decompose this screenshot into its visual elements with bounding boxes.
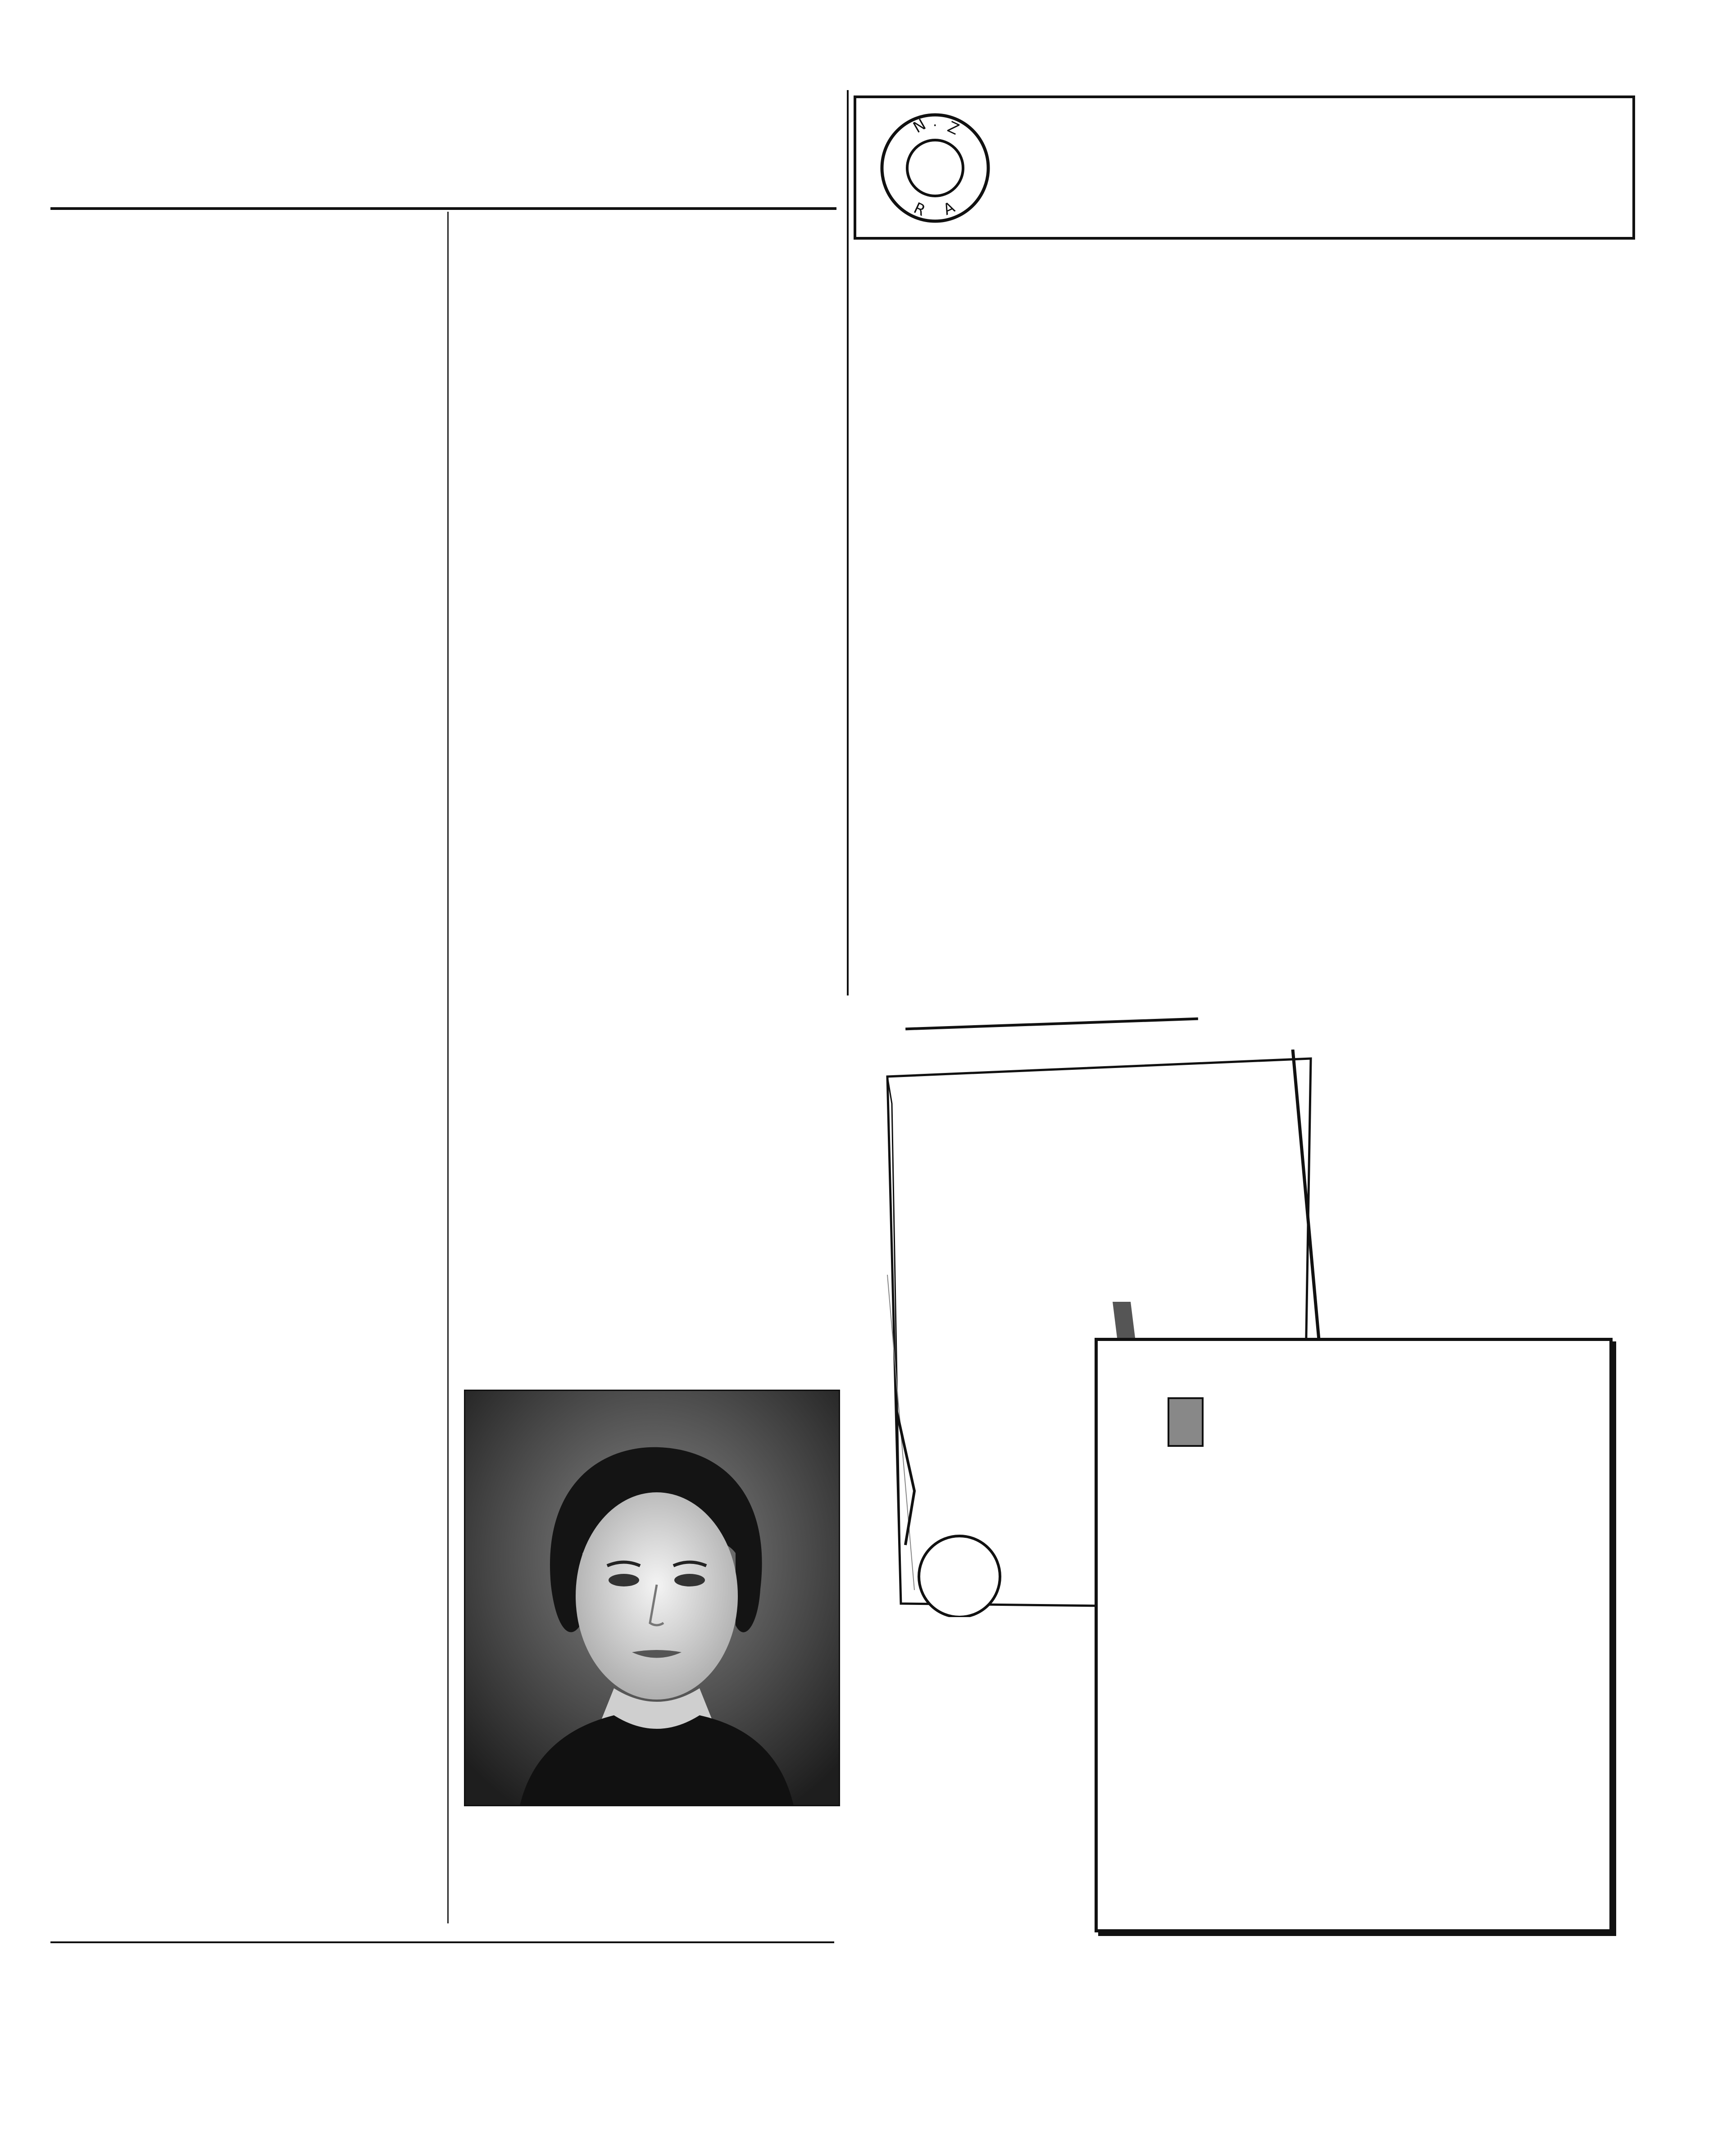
nz-dx-ra-logo (874, 107, 996, 229)
column-divider (447, 212, 449, 1923)
section-divider (847, 90, 849, 995)
essie-ackland-photo (464, 1390, 840, 1806)
svg-text:A: A (940, 198, 958, 219)
public-trustee-advertisement (860, 1023, 1644, 1941)
svg-text:Z: Z (945, 118, 962, 139)
radio-review-header (854, 95, 1635, 240)
drop-cap (1168, 1397, 1204, 1447)
schedule-column-1 (54, 224, 441, 1936)
svg-text:N: N (910, 115, 929, 137)
radio-review-left-column (860, 269, 1248, 275)
footer-rule (50, 1941, 834, 1943)
svg-text:.: . (933, 114, 937, 130)
svg-text:R: R (911, 199, 928, 220)
ad-rule (905, 1018, 1198, 1031)
schedule-column-2 (453, 221, 845, 1401)
ad-text-panel (1095, 1338, 1613, 1932)
header-rule (50, 207, 836, 210)
